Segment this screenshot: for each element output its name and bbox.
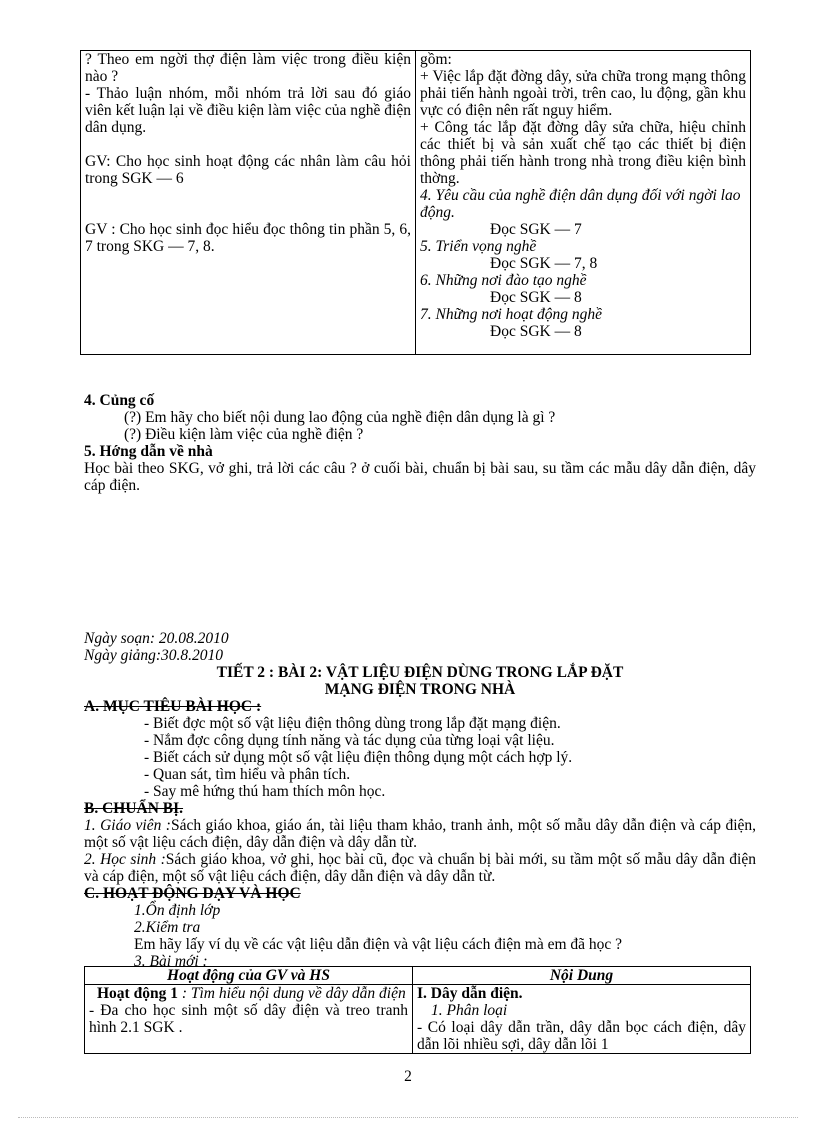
- top-left-p3: GV: Cho học sinh hoạt động các nhân làm câu hỏi trong SGK — 6: [85, 153, 411, 187]
- date-prepared: Ngày soạn: 20.08.2010: [84, 630, 229, 647]
- right-item-6-title: 6. Những nơi đào tạo nghề: [420, 272, 587, 289]
- top-right-p1: + Việc lắp đặt đờng dây, sửa chữa trong mạng thông phải tiến hành ngoài trời, trên cao, lu động, gần khu vực có điện nên rất nguy hiểm.: [420, 68, 746, 119]
- activity-head-right: Nội Dung: [413, 967, 751, 985]
- lesson-title: [84, 664, 756, 698]
- top-table: [80, 50, 751, 355]
- review-question-2: (?) Điều kiện làm việc của nghề điện ?: [124, 426, 364, 443]
- right-item-7-ref: Đọc SGK — 8: [490, 323, 582, 340]
- section-b-title: B. CHUẨN BỊ.: [84, 800, 184, 817]
- section-a: [84, 698, 756, 800]
- step-2: 2.Kiểm tra: [134, 919, 201, 936]
- teacher-prep: [84, 817, 756, 851]
- student-prep: [84, 851, 756, 885]
- lesson-title-line-2: MẠNG ĐIỆN TRONG NHÀ: [324, 681, 516, 698]
- objective-2: - Nắm đợc công dụng tính năng và tác dụng của từng loại vật liệu.: [144, 732, 555, 749]
- review-title: 4. Củng cố: [84, 392, 155, 409]
- section-b: [84, 800, 756, 885]
- homework-title: 5. Hớng dẫn về nhà: [84, 443, 213, 460]
- step-3: 3. Bài mới :: [134, 953, 208, 970]
- content-title: I. Dây dẫn điện.: [417, 985, 523, 1002]
- activity-1-heading: [89, 985, 408, 1002]
- content-subtitle: 1. Phân loại: [431, 1002, 508, 1019]
- activity-right-cell: [413, 985, 751, 1054]
- activity-head-left: Hoạt động của GV và HS: [85, 967, 413, 985]
- activity-1-text: - Đa cho học sinh một số dây điện và treo tranh hình 2.1 SGK .: [89, 1002, 408, 1036]
- activity-table: [84, 966, 751, 1054]
- objective-3: - Biết cách sử dụng một số vật liệu điện thông dụng một cách hợp lý.: [144, 749, 573, 766]
- right-item-5-ref: Đọc SGK — 7, 8: [490, 255, 598, 272]
- student-label: 2. Học sinh :: [84, 851, 166, 868]
- page-edge-divider: [18, 1117, 798, 1118]
- student-text: Sách giáo khoa, vở ghi, học bài cũ, đọc và chuẩn bị bài mới, su tầm một số mẫu dây dẫn điện và cáp điện, một số vật liệu cách điện, dây dẫn điện và dây dẫn từ.: [84, 851, 756, 885]
- objective-4: - Quan sát, tìm hiểu và phân tích.: [144, 766, 351, 783]
- right-item-6-ref: Đọc SGK — 8: [490, 289, 582, 306]
- section-c: [84, 885, 756, 970]
- objective-1: - Biết đợc một số vật liệu điện thông dùng trong lắp đặt mạng điện.: [144, 715, 561, 732]
- content-text: - Có loại dây dẫn trần, dây dẫn bọc cách điện, dây dẫn lõi nhiều sợi, dây dẫn lõi 1: [417, 1019, 746, 1053]
- top-right-p2: + Công tác lắp đặt đờng dây sửa chữa, hiệu chỉnh các thiết bị và sản xuất chế tạo các thiết bị điện thông phải tiến hành trong nhà trong điều kiện bình thờng.: [420, 119, 746, 187]
- homework-text: Học bài theo SKG, vở ghi, trả lời các câu ? ở cuối bài, chuẩn bị bài sau, su tầm các mẫu dây dẫn điện, dây cáp điện.: [84, 460, 756, 494]
- teacher-label: 1. Giáo viên :: [84, 817, 171, 834]
- step-1: 1.Ổn định lớp: [134, 902, 221, 919]
- top-left-p4: GV : Cho học sinh đọc hiểu đọc thông tin phần 5, 6, 7 trong SKG — 7, 8.: [85, 221, 411, 255]
- right-item-5-title: 5. Triển vọng nghề: [420, 238, 537, 255]
- date-taught: Ngày giảng:30.8.2010: [84, 647, 224, 664]
- teacher-text: Sách giáo khoa, giáo án, tài liệu tham khảo, tranh ảnh, một số mẫu dây dẫn điện và cáp điện, một số vật liệu cách điện, dây dẫn điện và dây dẫn từ.: [84, 817, 756, 851]
- top-table-left-cell: [81, 51, 416, 355]
- top-right-p0: gồm:: [420, 51, 452, 68]
- top-left-p2: - Thảo luận nhóm, mỗi nhóm trả lời sau đó giáo viên kết luận lại về điều kiện làm việc của nghề điện dân dụng.: [85, 85, 411, 136]
- section-c-title: C. HOẠT ĐỘNG DẠY VÀ HỌC: [84, 885, 301, 902]
- right-item-4-title: 4. Yêu cầu của nghề điện dân dụng đối với ngời lao động.: [420, 187, 741, 221]
- review-question-1: (?) Em hãy cho biết nội dung lao động của nghề điện dân dụng là gì ?: [124, 409, 556, 426]
- top-table-right-cell: [416, 51, 751, 355]
- activity-1-label: Hoạt động 1: [97, 985, 178, 1002]
- lesson-title-line-1: TIẾT 2 : BÀI 2: VẬT LIỆU ĐIỆN DÙNG TRONG LẮP ĐẶT: [216, 664, 624, 681]
- page-number: 2: [404, 1068, 412, 1085]
- section-a-title: A. MỤC TIÊU BÀI HỌC :: [84, 698, 262, 715]
- top-left-p1: ? Theo em ngời thợ điện làm việc trong điều kiện nào ?: [85, 51, 411, 85]
- right-item-4-ref: Đọc SGK — 7: [490, 221, 582, 238]
- activity-1-desc: : Tìm hiểu nội dung về dây dẫn điện: [177, 985, 406, 1002]
- objective-5: - Say mê hứng thú ham thích môn học.: [144, 783, 386, 800]
- dates-block: [84, 630, 484, 664]
- right-item-7-title: 7. Những nơi hoạt động nghề: [420, 306, 603, 323]
- activity-left-cell: [85, 985, 413, 1054]
- review-section: [84, 392, 756, 494]
- check-question: Em hãy lấy ví dụ về các vật liệu dẫn điện và vật liệu cách điện mà em đã học ?: [134, 936, 623, 953]
